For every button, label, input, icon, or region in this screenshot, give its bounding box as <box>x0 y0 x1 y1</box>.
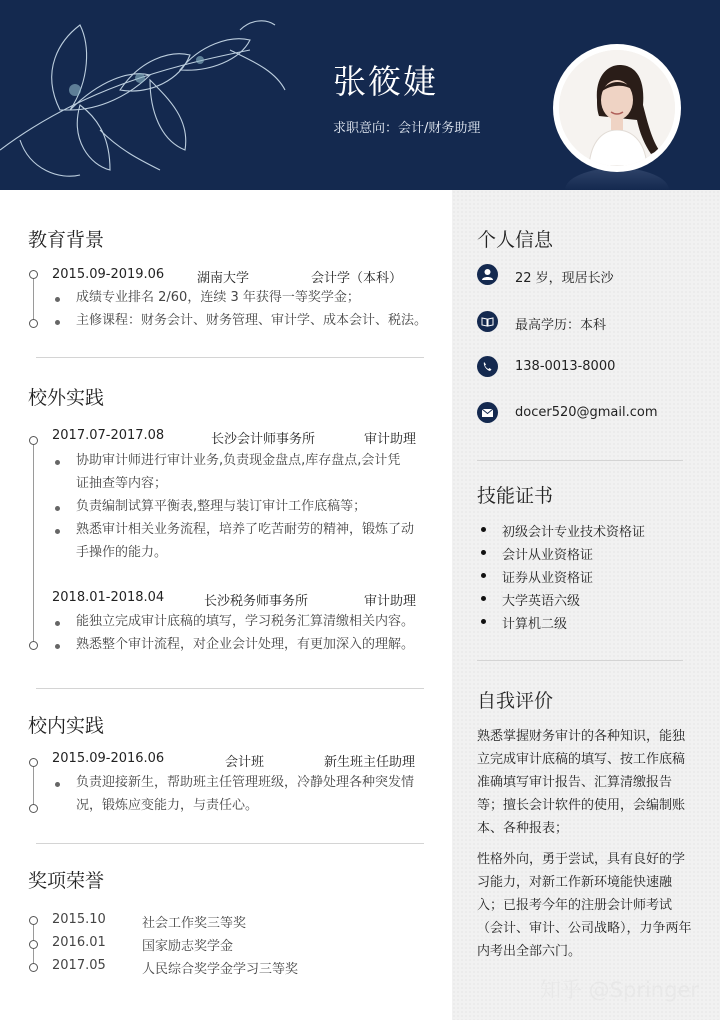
skill-item: 会计从业资格证 <box>502 548 594 563</box>
bullet-dot <box>55 529 60 534</box>
phone-icon <box>477 356 498 377</box>
timeline-dot <box>29 940 38 949</box>
orchid-decoration-icon <box>0 0 300 190</box>
bullet-dot <box>55 782 60 787</box>
section-divider <box>36 843 424 844</box>
job1-bullet-line: 协助审计师进行审计业务,负责现金盘点,库存盘点,会计凭 <box>76 453 401 468</box>
book-icon <box>477 311 498 332</box>
bullet-dot <box>55 297 60 302</box>
self-eval-line: 内考出全部六门。 <box>477 944 582 959</box>
job1-company: 长沙会计师事务所 <box>211 432 316 447</box>
bullet-dot <box>481 619 486 624</box>
self-eval-line: 本、各种报表； <box>477 821 569 836</box>
self-eval-line: 准确填写审计报告、汇算清缴报告 <box>477 775 673 790</box>
job1-bullet-line: 熟悉审计相关业务流程，培养了吃苦耐劳的精神，锻炼了动 <box>76 522 415 537</box>
skill-item: 初级会计专业技术资格证 <box>502 525 646 540</box>
job1-bullet-line: 证抽查等内容； <box>76 476 168 491</box>
bullet-dot <box>481 527 486 532</box>
job2-company: 长沙税务师事务所 <box>204 594 309 609</box>
timeline-line <box>33 762 34 808</box>
campus-bullet-line: 况，锻炼应变能力，与责任心。 <box>76 798 259 813</box>
personal-age: 22 岁，现居长沙 <box>515 271 614 286</box>
bullet-dot <box>481 596 486 601</box>
skill-item: 证券从业资格证 <box>502 571 594 586</box>
section-divider <box>36 688 424 689</box>
watermark: 知乎 @Springer <box>540 978 699 1002</box>
timeline-dot <box>29 804 38 813</box>
section-title-awards: 奖项荣誉 <box>28 870 105 892</box>
section-divider <box>477 460 683 461</box>
avatar <box>559 50 675 166</box>
job2-bullet: 能独立完成审计底稿的填写，学习税务汇算清缴相关内容。 <box>76 614 415 629</box>
bullet-dot <box>55 506 60 511</box>
personal-degree: 最高学历：本科 <box>515 318 607 333</box>
self-eval-line: 习能力，对新工作新环境能快速融 <box>477 875 673 890</box>
job1-bullet-line: 手操作的能力。 <box>76 545 168 560</box>
timeline-dot <box>29 270 38 279</box>
timeline-line <box>33 274 34 324</box>
person-icon <box>477 264 498 285</box>
personal-email: docer520@gmail.com <box>515 405 658 420</box>
bullet-dot <box>481 573 486 578</box>
self-eval-line: 性格外向，勇于尝试，具有良好的学 <box>477 852 686 867</box>
skill-item: 计算机二级 <box>502 617 568 632</box>
award-date: 2017.05 <box>52 958 106 973</box>
skill-item: 大学英语六级 <box>502 594 581 609</box>
bullet-dot <box>55 460 60 465</box>
campus-role: 新生班主任助理 <box>324 755 416 770</box>
campus-period: 2015.09-2016.06 <box>52 751 165 766</box>
section-title-external-practice: 校外实践 <box>28 387 105 409</box>
job-intent: 求职意向：会计/财务助理 <box>333 121 481 136</box>
timeline-dot <box>29 641 38 650</box>
applicant-name: 张筱婕 <box>333 62 438 101</box>
education-period: 2015.09-2019.06 <box>52 267 165 282</box>
self-eval-line: （会计、审计、公司战略），力争两年 <box>477 921 692 936</box>
job2-role: 审计助理 <box>364 594 417 609</box>
section-divider <box>477 660 683 661</box>
education-school: 湖南大学 <box>197 271 250 286</box>
job1-role: 审计助理 <box>364 432 417 447</box>
avatar-frame <box>553 44 681 172</box>
section-title-skills: 技能证书 <box>477 485 554 507</box>
education-bullet: 成绩专业排名 2/60，连续 3 年获得一等奖学金； <box>76 290 360 305</box>
section-title-self-evaluation: 自我评价 <box>477 690 554 712</box>
section-title-campus-practice: 校内实践 <box>28 715 105 737</box>
section-title-education: 教育背景 <box>28 229 105 251</box>
self-eval-line: 立完成审计底稿的填写、按工作底稿 <box>477 752 686 767</box>
job1-period: 2017.07-2017.08 <box>52 428 165 443</box>
timeline-dot <box>29 319 38 328</box>
bullet-dot <box>55 621 60 626</box>
self-eval-line: 熟悉掌握财务审计的各种知识，能独 <box>477 729 686 744</box>
job2-bullet: 熟悉整个审计流程，对企业会计处理，有更加深入的理解。 <box>76 637 415 652</box>
bullet-dot <box>55 644 60 649</box>
award-name: 社会工作奖三等奖 <box>142 916 247 931</box>
self-eval-line: 等；擅长会计软件的使用，会编制账 <box>477 798 686 813</box>
timeline-dot <box>29 758 38 767</box>
self-eval-line: 入；已报考今年的注册会计师考试 <box>477 898 673 913</box>
award-name: 人民综合奖学金学习三等奖 <box>142 962 299 977</box>
section-title-personal-info: 个人信息 <box>477 229 554 251</box>
bullet-dot <box>55 320 60 325</box>
personal-phone: 138-0013-8000 <box>515 359 616 374</box>
award-date: 2015.10 <box>52 912 106 927</box>
job2-period: 2018.01-2018.04 <box>52 590 165 605</box>
header-banner <box>0 0 720 190</box>
timeline-dot <box>29 436 38 445</box>
email-icon <box>477 402 498 423</box>
campus-org: 会计班 <box>225 755 265 770</box>
education-bullet: 主修课程：财务会计、财务管理、审计学、成本会计、税法。 <box>76 313 428 328</box>
job1-bullet-line: 负责编制试算平衡表,整理与装订审计工作底稿等； <box>76 499 367 514</box>
award-date: 2016.01 <box>52 935 106 950</box>
bullet-dot <box>481 550 486 555</box>
campus-bullet-line: 负责迎接新生，帮助班主任管理班级，冷静处理各种突发情 <box>76 775 415 790</box>
section-divider <box>36 357 424 358</box>
timeline-line <box>33 440 34 645</box>
timeline-dot <box>29 916 38 925</box>
education-major: 会计学（本科） <box>311 271 403 286</box>
timeline-dot <box>29 963 38 972</box>
award-name: 国家励志奖学金 <box>142 939 234 954</box>
